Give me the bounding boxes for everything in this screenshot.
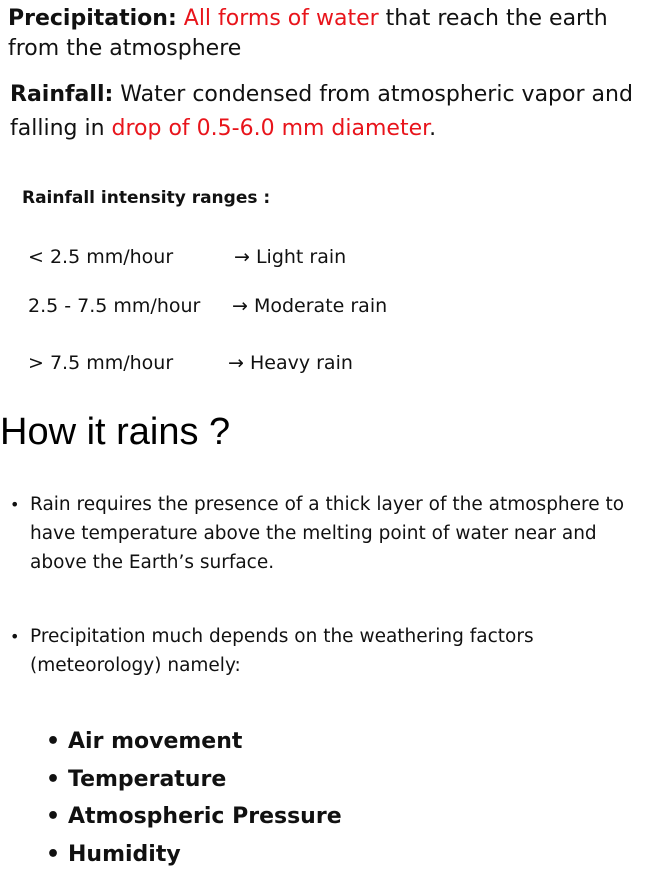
paragraph-text: Rain requires the presence of a thick layer of the atmosphere to have temperature above the melting point of water near and above the Earth’s surface.	[30, 490, 650, 577]
rainfall-definition	[10, 78, 650, 146]
range-label: > 7.5 mm/hour	[28, 352, 173, 374]
bullet-paragraph	[10, 490, 650, 577]
arrow-right-icon: →	[232, 295, 248, 317]
factor-label: Temperature	[68, 761, 226, 799]
bullet-paragraph	[10, 622, 650, 680]
bullet-icon: •	[10, 622, 30, 680]
range-label: < 2.5 mm/hour	[28, 246, 173, 268]
range-label: 2.5 - 7.5 mm/hour	[28, 295, 200, 317]
rainfall-text: Water condensed from atmospheric vapor and falling in	[10, 82, 633, 141]
rainfall-highlight: drop of 0.5-6.0 mm diameter	[112, 116, 430, 141]
factor-label: Atmospheric Pressure	[68, 798, 342, 836]
list-item	[46, 723, 342, 761]
intensity-heading: Rainfall intensity ranges :	[22, 188, 270, 208]
precipitation-term: Precipitation:	[8, 6, 177, 31]
factor-label: Air movement	[68, 723, 242, 761]
rainfall-end: .	[429, 116, 436, 141]
bullet-icon: •	[46, 836, 68, 873]
precipitation-highlight: All forms of water	[184, 6, 379, 31]
range-result: → Moderate rain	[232, 295, 387, 317]
bullet-icon: •	[46, 761, 68, 799]
bullet-icon: •	[46, 723, 68, 761]
list-item	[46, 836, 342, 873]
paragraph-text: Precipitation much depends on the weathering factors (meteorology) namely:	[30, 622, 650, 680]
bullet-icon: •	[46, 798, 68, 836]
precipitation-definition	[8, 4, 658, 64]
range-result: → Light rain	[234, 246, 346, 268]
list-item	[46, 798, 342, 836]
list-item	[46, 761, 342, 799]
range-result: → Heavy rain	[228, 352, 353, 374]
arrow-right-icon: →	[228, 352, 244, 374]
arrow-right-icon: →	[234, 246, 250, 268]
factor-list	[46, 723, 342, 873]
factor-label: Humidity	[68, 836, 181, 873]
section-title: How it rains ?	[0, 408, 230, 456]
bullet-icon: •	[10, 490, 30, 577]
precipitation-rest: that reach the earth from the atmosphere	[8, 6, 608, 61]
rainfall-term: Rainfall:	[10, 82, 113, 107]
